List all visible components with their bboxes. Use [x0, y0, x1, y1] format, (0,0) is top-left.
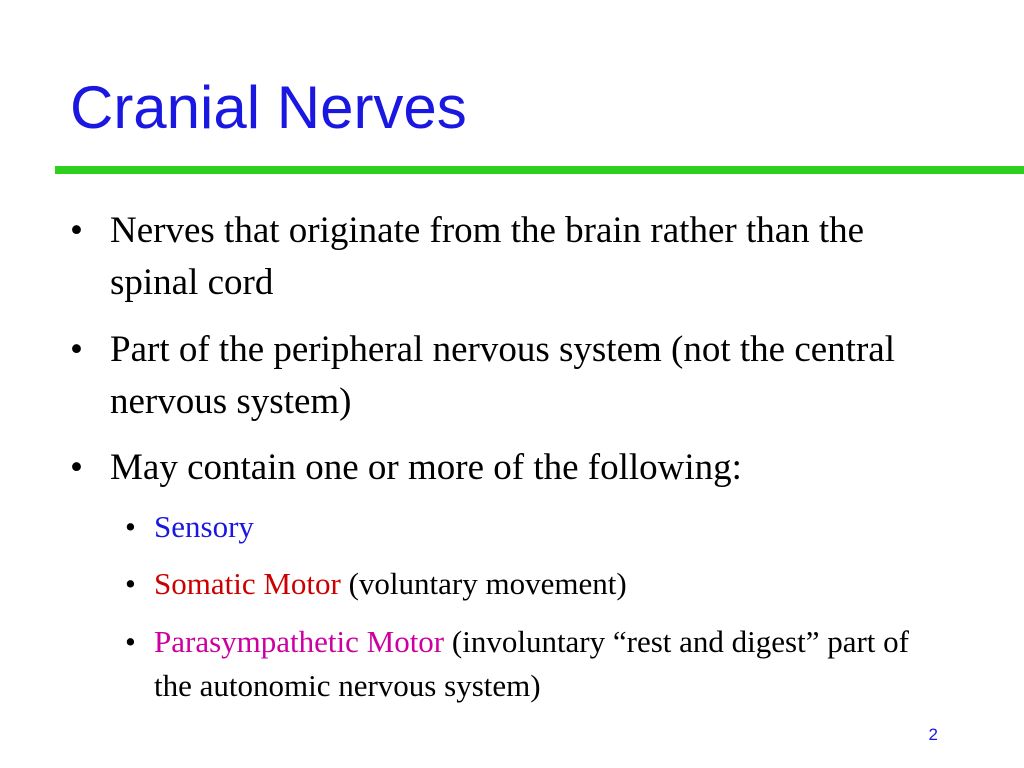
sub-bullet-item	[125, 505, 925, 549]
somatic-motor-term: Somatic Motor	[154, 566, 341, 601]
bullet-icon: •	[70, 329, 83, 370]
bullet-item	[70, 205, 910, 309]
parasympathetic-motor-description: (involuntary “rest and digest” part of the autonomic nervous system)	[154, 624, 909, 703]
slide-title: Cranial Nerves	[70, 74, 467, 141]
page-number: 2	[928, 725, 938, 744]
bullet-text: Nerves that originate from the brain rather than the spinal cord	[110, 210, 865, 303]
sub-bullet-item	[125, 620, 925, 708]
bullet-icon: •	[70, 447, 83, 488]
sub-bullet-item	[125, 562, 925, 606]
parasympathetic-motor-term: Parasympathetic Motor	[154, 624, 445, 659]
sensory-term: Sensory	[154, 509, 254, 544]
sub-bullet-icon: •	[125, 509, 136, 544]
somatic-motor-description: (voluntary movement)	[340, 566, 627, 601]
bullet-text: Part of the peripheral nervous system (not the central nervous system)	[110, 329, 895, 422]
bullet-icon: •	[70, 210, 83, 251]
sub-bullet-icon: •	[125, 566, 136, 601]
sub-bullet-icon: •	[125, 624, 136, 659]
bullet-text: May contain one or more of the following:	[110, 447, 742, 488]
bullet-item	[70, 442, 910, 494]
bullet-item	[70, 324, 910, 428]
